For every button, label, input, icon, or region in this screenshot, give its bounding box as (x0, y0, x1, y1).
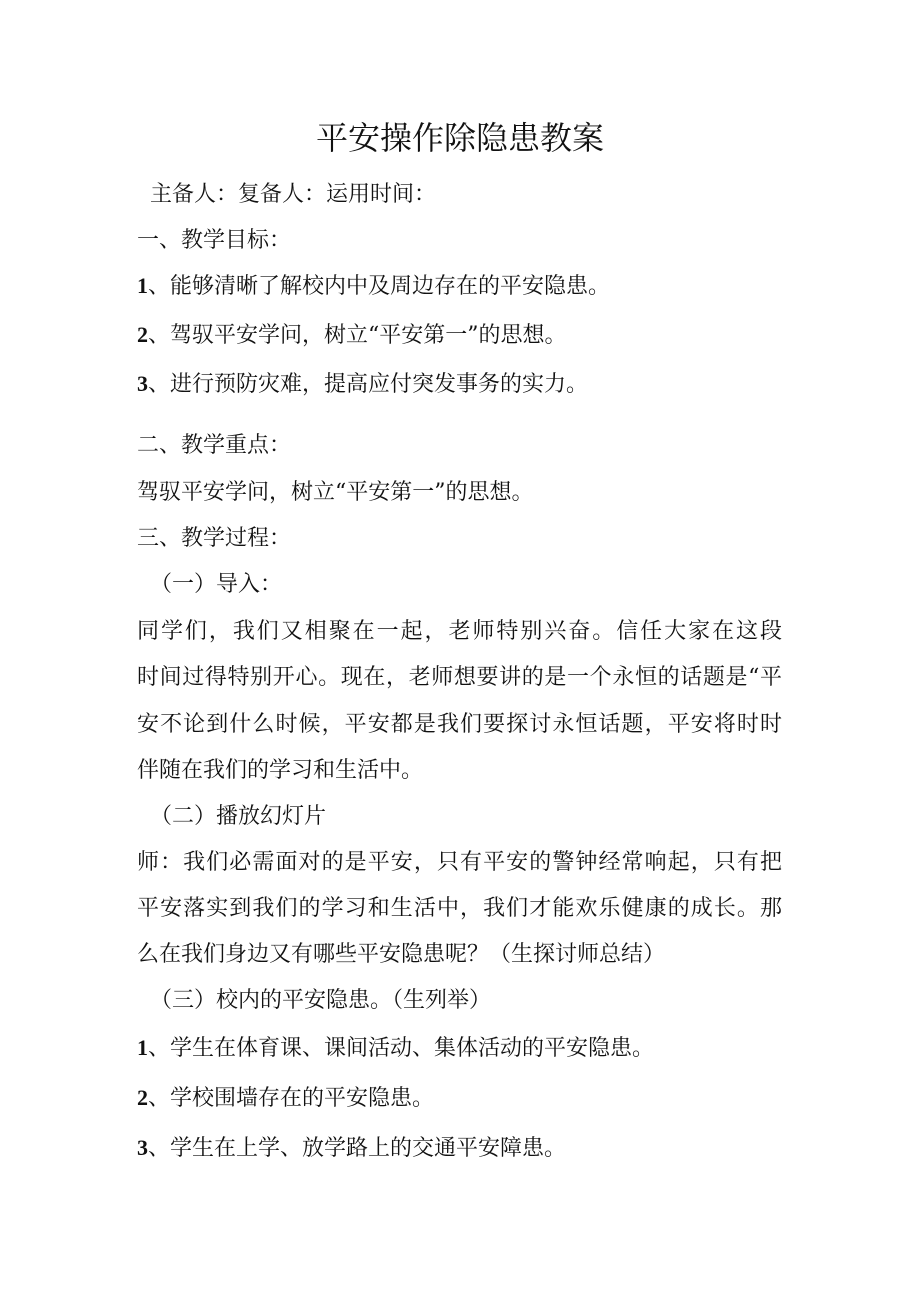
paragraph-line: 平安落实到我们的学习和生活中，我们才能欢乐健康的成长。那 (137, 896, 782, 921)
item-number: 1 (137, 273, 148, 298)
item-text: 、学生在体育课、课间活动、集体活动的平安隐患。 (148, 1036, 655, 1061)
subsection-heading-intro: （一）导入： (150, 572, 283, 597)
section-heading-focus: 二、教学重点： (137, 433, 292, 458)
meta-line: 主备人：复备人：运用时间： (150, 182, 437, 207)
goal-item (137, 271, 610, 302)
item-number: 3 (137, 1135, 148, 1160)
paragraph-line: 么在我们身边又有哪些平安隐患呢？（生探讨师总结） (137, 942, 666, 967)
paragraph-line: 伴随在我们的学习和生活中。 (137, 758, 424, 783)
item-number: 3 (137, 371, 148, 396)
paragraph-line: 同学们，我们又相聚在一起，老师特别兴奋。信任大家在这段 (137, 619, 782, 644)
item-text: 、学校围墙存在的平安隐患。 (148, 1086, 435, 1111)
item-text: 、学生在上学、放学路上的交通平安障患。 (148, 1136, 567, 1161)
item-number: 2 (137, 322, 148, 347)
page-title: 平安操作除隐患教案 (315, 119, 604, 157)
goal-item (137, 369, 588, 400)
hazard-item (137, 1133, 566, 1164)
hazard-item (137, 1083, 434, 1114)
subsection-heading-hazards: （三）校内的平安隐患。（生列举） (150, 988, 492, 1013)
item-number: 2 (137, 1085, 148, 1110)
paragraph-line: 安不论到什么时候，平安都是我们要探讨永恒话题，平安将时时 (137, 712, 782, 737)
section-heading-process: 三、教学过程： (137, 526, 292, 551)
hazard-item (137, 1033, 654, 1064)
focus-text: 驾驭平安学问，树立“平安第一”的思想。 (137, 480, 534, 505)
section-heading-goals: 一、教学目标： (137, 228, 292, 253)
goal-item (137, 320, 567, 351)
paragraph-line: 时间过得特别开心。现在，老师想要讲的是一个永恒的话题是“平 (137, 665, 782, 690)
item-number: 1 (137, 1035, 148, 1060)
item-text: 、能够清晰了解校内中及周边存在的平安隐患。 (148, 274, 611, 299)
item-text: 、进行预防灾难，提高应付突发事务的实力。 (148, 372, 589, 397)
subsection-heading-slides: （二）播放幻灯片 (150, 804, 327, 829)
paragraph-line: 师：我们必需面对的是平安，只有平安的警钟经常响起，只有把 (137, 850, 782, 875)
item-text: 、驾驭平安学问，树立“平安第一”的思想。 (148, 323, 567, 348)
